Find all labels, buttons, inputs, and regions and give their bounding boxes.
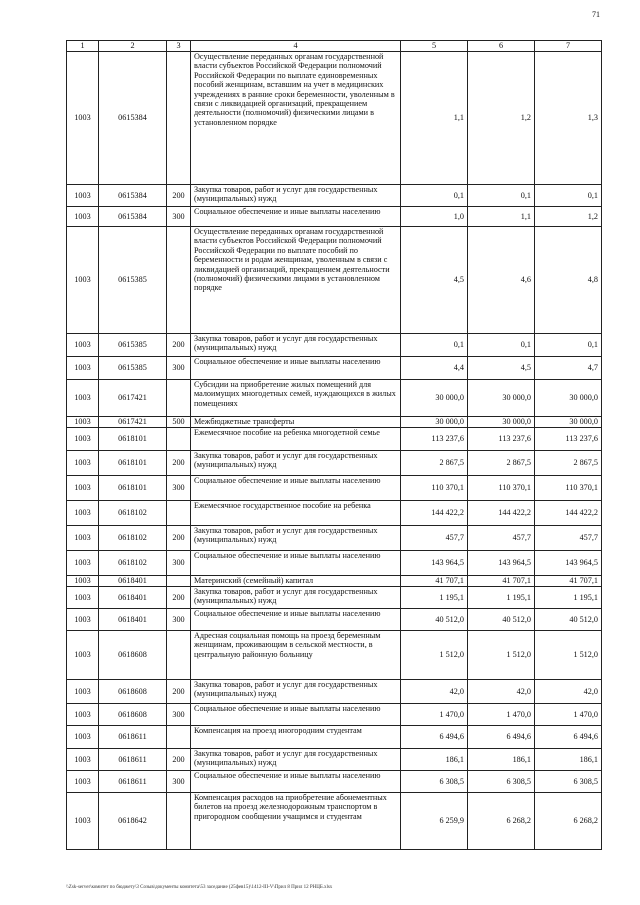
amount-col7-cell: 1 470,0 — [535, 704, 602, 726]
item-name-cell: Осуществление переданных органам государственной власти субъектов Российской Федерации полномочий Российской Федерации по выплате единовременных пособий женщинам, вставшим на учет в медицинских учреждениях в ранние сроки беременности, уволенным в связи с ликвидацией организаций, прекращением деятельности (полномочий) физическими лицами в установленном порядке — [191, 52, 401, 185]
expense-type-cell — [167, 501, 191, 526]
section-code-cell: 1003 — [67, 334, 99, 357]
amount-col7-cell: 113 237,6 — [535, 428, 602, 451]
item-name-cell: Субсидии на приобретение жилых помещений для малоимущих многодетных семей, нуждающихся в жилых помещениях — [191, 380, 401, 417]
item-name-cell: Осуществление переданных органам государственной власти субъектов Российской Федерации полномочий Российской Федерации по выплате пособий по беременности и родам женщинам, уволенным в связи с ликвидацией организаций, прекращением деятельности (полномочий) физическими лицами в установленном порядке — [191, 227, 401, 334]
amount-col5-cell: 110 370,1 — [401, 476, 468, 501]
amount-col7-cell: 186,1 — [535, 749, 602, 771]
target-article-cell: 0618102 — [99, 551, 167, 576]
amount-col6-cell: 6 308,5 — [468, 771, 535, 793]
target-article-cell: 0618608 — [99, 631, 167, 680]
target-article-cell: 0618101 — [99, 428, 167, 451]
table-header-row — [67, 41, 602, 52]
budget-table — [66, 40, 602, 850]
item-name-cell: Компенсация расходов на приобретение абонементных билетов на проезд железнодорожным транспортом в пригородном сообщении учащимся и студентам — [191, 793, 401, 850]
target-article-cell: 0618608 — [99, 704, 167, 726]
table-row — [67, 576, 602, 587]
expense-type-cell — [167, 227, 191, 334]
amount-col7-cell: 40 512,0 — [535, 609, 602, 631]
amount-col5-cell: 30 000,0 — [401, 417, 468, 428]
section-code-cell: 1003 — [67, 576, 99, 587]
item-name-cell: Ежемесячное пособие на ребенка многодетной семье — [191, 428, 401, 451]
amount-col6-cell: 41 707,1 — [468, 576, 535, 587]
amount-col6-cell: 6 494,6 — [468, 726, 535, 749]
amount-col5-cell: 1,0 — [401, 207, 468, 227]
amount-col5-cell: 40 512,0 — [401, 609, 468, 631]
amount-col5-cell: 1 195,1 — [401, 587, 468, 609]
section-code-cell: 1003 — [67, 207, 99, 227]
target-article-cell: 0615385 — [99, 227, 167, 334]
table-row — [67, 793, 602, 850]
expense-type-cell: 300 — [167, 704, 191, 726]
expense-type-cell — [167, 576, 191, 587]
header-cell: 2 — [99, 41, 167, 52]
target-article-cell: 0618101 — [99, 451, 167, 476]
target-article-cell: 0618611 — [99, 771, 167, 793]
table-row — [67, 227, 602, 334]
table-row — [67, 726, 602, 749]
section-code-cell: 1003 — [67, 417, 99, 428]
amount-col6-cell: 1,1 — [468, 207, 535, 227]
table-row — [67, 417, 602, 428]
item-name-cell: Межбюджетные трансферты — [191, 417, 401, 428]
amount-col6-cell: 1 195,1 — [468, 587, 535, 609]
expense-type-cell — [167, 726, 191, 749]
amount-col5-cell: 6 308,5 — [401, 771, 468, 793]
section-code-cell: 1003 — [67, 451, 99, 476]
amount-col7-cell: 144 422,2 — [535, 501, 602, 526]
amount-col6-cell: 30 000,0 — [468, 380, 535, 417]
section-code-cell: 1003 — [67, 749, 99, 771]
amount-col7-cell: 30 000,0 — [535, 417, 602, 428]
item-name-cell: Социальное обеспечение и иные выплаты населению — [191, 551, 401, 576]
expense-type-cell: 300 — [167, 207, 191, 227]
amount-col5-cell: 6 259,9 — [401, 793, 468, 850]
table-row — [67, 380, 602, 417]
target-article-cell: 0615384 — [99, 52, 167, 185]
section-code-cell: 1003 — [67, 551, 99, 576]
target-article-cell: 0618608 — [99, 680, 167, 704]
amount-col7-cell: 41 707,1 — [535, 576, 602, 587]
expense-type-cell: 200 — [167, 451, 191, 476]
expense-type-cell: 300 — [167, 476, 191, 501]
amount-col5-cell: 143 964,5 — [401, 551, 468, 576]
amount-col7-cell: 1 512,0 — [535, 631, 602, 680]
item-name-cell: Материнский (семейный) капитал — [191, 576, 401, 587]
amount-col6-cell: 1 512,0 — [468, 631, 535, 680]
section-code-cell: 1003 — [67, 793, 99, 850]
amount-col6-cell: 0,1 — [468, 185, 535, 207]
table-row — [67, 704, 602, 726]
expense-type-cell: 300 — [167, 771, 191, 793]
amount-col6-cell: 0,1 — [468, 334, 535, 357]
target-article-cell: 0617421 — [99, 417, 167, 428]
expense-type-cell — [167, 380, 191, 417]
amount-col6-cell: 1 470,0 — [468, 704, 535, 726]
section-code-cell: 1003 — [67, 357, 99, 380]
amount-col5-cell: 0,1 — [401, 334, 468, 357]
expense-type-cell: 200 — [167, 185, 191, 207]
amount-col6-cell: 4,5 — [468, 357, 535, 380]
item-name-cell: Закупка товаров, работ и услуг для государственных (муниципальных) нужд — [191, 680, 401, 704]
amount-col7-cell: 110 370,1 — [535, 476, 602, 501]
target-article-cell: 0618401 — [99, 576, 167, 587]
target-article-cell: 0618102 — [99, 501, 167, 526]
target-article-cell: 0618611 — [99, 726, 167, 749]
amount-col5-cell: 144 422,2 — [401, 501, 468, 526]
target-article-cell: 0615385 — [99, 357, 167, 380]
amount-col5-cell: 1,1 — [401, 52, 468, 185]
amount-col7-cell: 30 000,0 — [535, 380, 602, 417]
expense-type-cell — [167, 793, 191, 850]
amount-col7-cell: 143 964,5 — [535, 551, 602, 576]
file-path-footer: \\Zsk-server\комитет по бюджету\3 Созыв\документы комитета\53 заседание (25фев15)\1412-III-V\Прил 8 Прил 12 РНЦБ.xlsx — [66, 885, 333, 890]
section-code-cell: 1003 — [67, 726, 99, 749]
target-article-cell: 0615384 — [99, 185, 167, 207]
section-code-cell: 1003 — [67, 476, 99, 501]
table-body — [67, 52, 602, 850]
amount-col6-cell: 1,2 — [468, 52, 535, 185]
section-code-cell: 1003 — [67, 185, 99, 207]
amount-col7-cell: 1,3 — [535, 52, 602, 185]
item-name-cell: Адресная социальная помощь на проезд беременным женщинам, проживающим в сельской местности, в центральную районную больницу — [191, 631, 401, 680]
amount-col6-cell: 457,7 — [468, 526, 535, 551]
expense-type-cell: 200 — [167, 334, 191, 357]
amount-col7-cell: 1 195,1 — [535, 587, 602, 609]
table-row — [67, 357, 602, 380]
header-cell: 7 — [535, 41, 602, 52]
expense-type-cell: 300 — [167, 609, 191, 631]
section-code-cell: 1003 — [67, 771, 99, 793]
target-article-cell: 0615385 — [99, 334, 167, 357]
amount-col5-cell: 2 867,5 — [401, 451, 468, 476]
amount-col6-cell: 113 237,6 — [468, 428, 535, 451]
amount-col5-cell: 457,7 — [401, 526, 468, 551]
amount-col6-cell: 110 370,1 — [468, 476, 535, 501]
expense-type-cell: 200 — [167, 749, 191, 771]
amount-col5-cell: 4,4 — [401, 357, 468, 380]
expense-type-cell: 200 — [167, 526, 191, 551]
amount-col5-cell: 30 000,0 — [401, 380, 468, 417]
table-row — [67, 451, 602, 476]
expense-type-cell — [167, 52, 191, 185]
table-row — [67, 185, 602, 207]
header-cell: 4 — [191, 41, 401, 52]
amount-col7-cell: 0,1 — [535, 185, 602, 207]
item-name-cell: Социальное обеспечение и иные выплаты населению — [191, 609, 401, 631]
expense-type-cell: 300 — [167, 357, 191, 380]
header-cell: 6 — [468, 41, 535, 52]
section-code-cell: 1003 — [67, 52, 99, 185]
item-name-cell: Закупка товаров, работ и услуг для государственных (муниципальных) нужд — [191, 451, 401, 476]
section-code-cell: 1003 — [67, 609, 99, 631]
expense-type-cell: 200 — [167, 680, 191, 704]
item-name-cell: Закупка товаров, работ и услуг для государственных (муниципальных) нужд — [191, 587, 401, 609]
amount-col7-cell: 6 308,5 — [535, 771, 602, 793]
table-row — [67, 476, 602, 501]
section-code-cell: 1003 — [67, 587, 99, 609]
amount-col5-cell: 0,1 — [401, 185, 468, 207]
table-row — [67, 52, 602, 185]
table-row — [67, 207, 602, 227]
table-row — [67, 587, 602, 609]
target-article-cell: 0617421 — [99, 380, 167, 417]
amount-col6-cell: 143 964,5 — [468, 551, 535, 576]
target-article-cell: 0618102 — [99, 526, 167, 551]
amount-col6-cell: 30 000,0 — [468, 417, 535, 428]
amount-col5-cell: 113 237,6 — [401, 428, 468, 451]
amount-col7-cell: 457,7 — [535, 526, 602, 551]
amount-col6-cell: 2 867,5 — [468, 451, 535, 476]
amount-col7-cell: 4,8 — [535, 227, 602, 334]
item-name-cell: Социальное обеспечение и иные выплаты населению — [191, 357, 401, 380]
target-article-cell: 0618401 — [99, 587, 167, 609]
amount-col5-cell: 6 494,6 — [401, 726, 468, 749]
amount-col7-cell: 4,7 — [535, 357, 602, 380]
table-row — [67, 631, 602, 680]
target-article-cell: 0615384 — [99, 207, 167, 227]
table-row — [67, 526, 602, 551]
item-name-cell: Закупка товаров, работ и услуг для государственных (муниципальных) нужд — [191, 749, 401, 771]
section-code-cell: 1003 — [67, 501, 99, 526]
table-row — [67, 551, 602, 576]
item-name-cell: Закупка товаров, работ и услуг для государственных (муниципальных) нужд — [191, 185, 401, 207]
table-row — [67, 609, 602, 631]
amount-col5-cell: 186,1 — [401, 749, 468, 771]
page-number: 71 — [592, 10, 600, 19]
target-article-cell: 0618401 — [99, 609, 167, 631]
section-code-cell: 1003 — [67, 428, 99, 451]
section-code-cell: 1003 — [67, 704, 99, 726]
item-name-cell: Социальное обеспечение и иные выплаты населению — [191, 476, 401, 501]
item-name-cell: Социальное обеспечение и иные выплаты населению — [191, 704, 401, 726]
target-article-cell: 0618101 — [99, 476, 167, 501]
amount-col7-cell: 42,0 — [535, 680, 602, 704]
table-row — [67, 749, 602, 771]
amount-col6-cell: 40 512,0 — [468, 609, 535, 631]
table-row — [67, 428, 602, 451]
section-code-cell: 1003 — [67, 680, 99, 704]
item-name-cell: Компенсация на проезд иногородним студентам — [191, 726, 401, 749]
item-name-cell: Ежемесячное государственное пособие на ребенка — [191, 501, 401, 526]
section-code-cell: 1003 — [67, 380, 99, 417]
table-row — [67, 771, 602, 793]
expense-type-cell: 300 — [167, 551, 191, 576]
amount-col6-cell: 186,1 — [468, 749, 535, 771]
item-name-cell: Социальное обеспечение и иные выплаты населению — [191, 771, 401, 793]
amount-col6-cell: 4,6 — [468, 227, 535, 334]
amount-col5-cell: 42,0 — [401, 680, 468, 704]
item-name-cell: Социальное обеспечение и иные выплаты населению — [191, 207, 401, 227]
amount-col6-cell: 144 422,2 — [468, 501, 535, 526]
item-name-cell: Закупка товаров, работ и услуг для государственных (муниципальных) нужд — [191, 526, 401, 551]
expense-type-cell — [167, 428, 191, 451]
amount-col7-cell: 2 867,5 — [535, 451, 602, 476]
section-code-cell: 1003 — [67, 631, 99, 680]
header-cell: 5 — [401, 41, 468, 52]
table-row — [67, 501, 602, 526]
amount-col5-cell: 41 707,1 — [401, 576, 468, 587]
table-row — [67, 680, 602, 704]
target-article-cell: 0618642 — [99, 793, 167, 850]
header-cell: 3 — [167, 41, 191, 52]
amount-col7-cell: 0,1 — [535, 334, 602, 357]
header-cell: 1 — [67, 41, 99, 52]
amount-col7-cell: 1,2 — [535, 207, 602, 227]
amount-col5-cell: 4,5 — [401, 227, 468, 334]
table-row — [67, 334, 602, 357]
amount-col7-cell: 6 268,2 — [535, 793, 602, 850]
section-code-cell: 1003 — [67, 227, 99, 334]
amount-col6-cell: 42,0 — [468, 680, 535, 704]
target-article-cell: 0618611 — [99, 749, 167, 771]
section-code-cell: 1003 — [67, 526, 99, 551]
amount-col7-cell: 6 494,6 — [535, 726, 602, 749]
expense-type-cell: 200 — [167, 587, 191, 609]
amount-col6-cell: 6 268,2 — [468, 793, 535, 850]
expense-type-cell: 500 — [167, 417, 191, 428]
amount-col5-cell: 1 512,0 — [401, 631, 468, 680]
expense-type-cell — [167, 631, 191, 680]
amount-col5-cell: 1 470,0 — [401, 704, 468, 726]
item-name-cell: Закупка товаров, работ и услуг для государственных (муниципальных) нужд — [191, 334, 401, 357]
